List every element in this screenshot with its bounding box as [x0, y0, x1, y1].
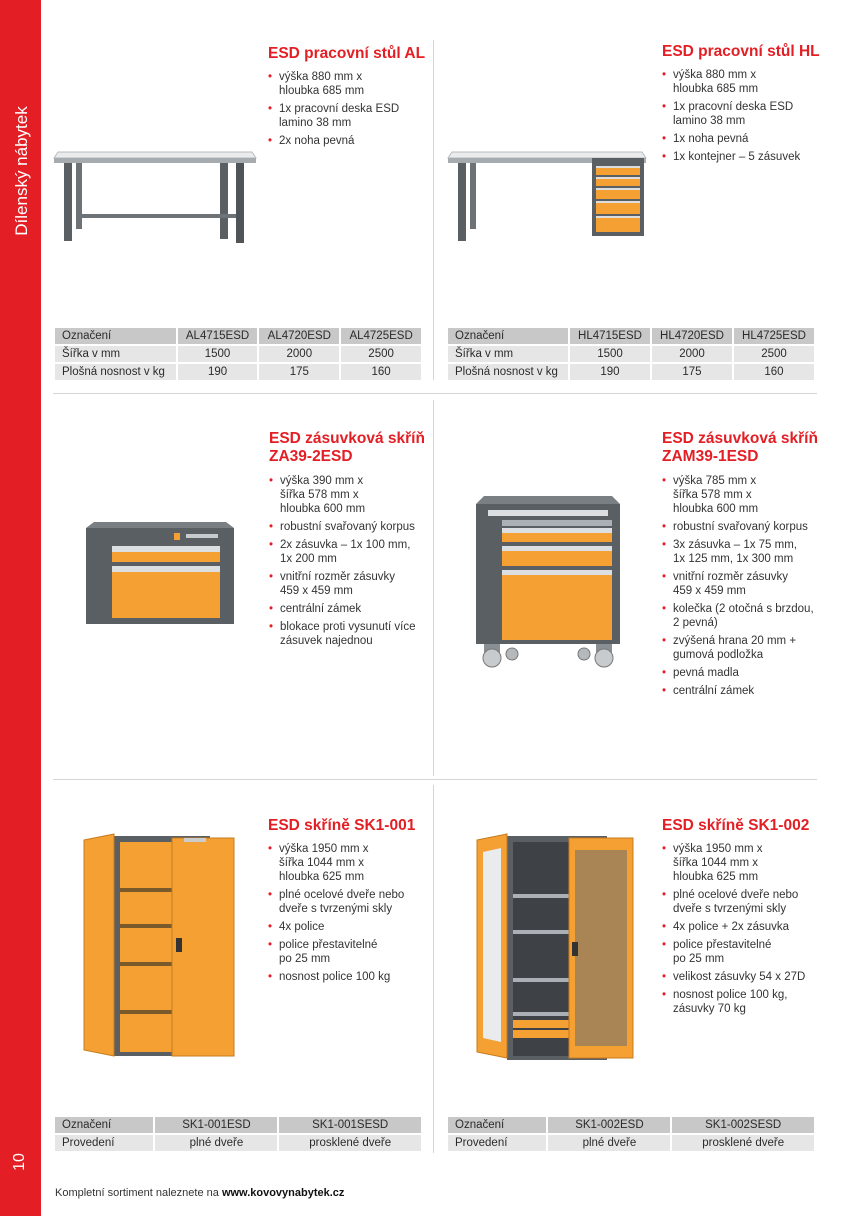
- list-item: • 1x kontejner – 5 zásuvek: [662, 150, 822, 164]
- list-item: • 4x police: [268, 920, 428, 934]
- product-title: ESD skříně SK1-001: [268, 817, 416, 834]
- list-item: • blokace proti vysunutí více zásuvek najednou: [269, 620, 429, 648]
- cabinet-sk1-002-image: [477, 832, 637, 1064]
- list-item: • 1x pracovní deska ESD lamino 38 mm: [268, 102, 428, 130]
- list-item: • výška 1950 mm x šířka 1044 mm x hloubka 625 mm: [268, 842, 428, 884]
- spec-table: [53, 1115, 423, 1153]
- feature-list: [269, 474, 429, 652]
- list-item: • 1x pracovní deska ESD lamino 38 mm: [662, 100, 822, 128]
- list-item: • kolečka (2 otočná s brzdou, 2 pevná): [662, 602, 827, 630]
- spec-table: [446, 326, 816, 382]
- column-divider: [433, 400, 434, 776]
- list-item: • police přestavitelné po 25 mm: [268, 938, 428, 966]
- table-row: Provedení plné dveře prosklené dveře: [54, 1134, 422, 1152]
- list-item: • robustní svařovaný korpus: [269, 520, 429, 534]
- list-item: • nosnost police 100 kg: [268, 970, 428, 984]
- table-row: Označení SK1-001ESD SK1-001SESD: [54, 1116, 422, 1134]
- feature-list: [662, 842, 822, 1020]
- list-item: • zvýšená hrana 20 mm + gumová podložka: [662, 634, 827, 662]
- workbench-al-image: [52, 146, 262, 246]
- table-row: Plošná nosnost v kg 190 175 160: [447, 363, 815, 381]
- list-item: • výška 785 mm x šířka 578 mm x hloubka 600 mm: [662, 474, 827, 516]
- product-title: ESD pracovní stůl HL: [662, 43, 820, 60]
- sidebar-bar: [0, 0, 41, 1216]
- row-divider: [53, 393, 817, 394]
- list-item: • centrální zámek: [662, 684, 827, 698]
- list-item: • výška 1950 mm x šířka 1044 mm x hloubka 625 mm: [662, 842, 822, 884]
- footer: [55, 1187, 344, 1199]
- product-title: ESD pracovní stůl AL: [268, 45, 426, 62]
- list-item: • plné ocelové dveře nebo dveře s tvrzenými skly: [662, 888, 822, 916]
- list-item: • plné ocelové dveře nebo dveře s tvrzenými skly: [268, 888, 428, 916]
- footer-text: Kompletní sortiment naleznete na: [55, 1187, 222, 1199]
- cabinet-sk1-001-image: [84, 832, 240, 1060]
- list-item: • velikost zásuvky 54 x 27D: [662, 970, 822, 984]
- list-item: • 2x zásuvka – 1x 100 mm, 1x 200 mm: [269, 538, 429, 566]
- list-item: • 2x noha pevná: [268, 134, 428, 148]
- list-item: • vnitřní rozměr zásuvky 459 x 459 mm: [269, 570, 429, 598]
- table-row: Označení SK1-002ESD SK1-002SESD: [447, 1116, 815, 1134]
- table-row: Šířka v mm 1500 2000 2500: [447, 345, 815, 363]
- feature-list: [662, 68, 822, 168]
- list-item: • 4x police + 2x zásuvka: [662, 920, 822, 934]
- spec-table: [53, 326, 423, 382]
- list-item: • výška 390 mm x šířka 578 mm x hloubka 600 mm: [269, 474, 429, 516]
- list-item: • centrální zámek: [269, 602, 429, 616]
- list-item: • nosnost police 100 kg, zásuvky 70 kg: [662, 988, 822, 1016]
- feature-list: [662, 474, 827, 702]
- drawer-cabinet-za39-image: [86, 520, 236, 625]
- feature-list: [268, 842, 428, 988]
- footer-link[interactable]: www.kovovynabytek.cz: [221, 1187, 345, 1199]
- row-divider: [53, 779, 817, 780]
- table-row: Plošná nosnost v kg 190 175 160: [54, 363, 422, 381]
- list-item: • robustní svařovaný korpus: [662, 520, 827, 534]
- feature-list: [268, 70, 428, 152]
- list-item: • 1x noha pevná: [662, 132, 822, 146]
- section-title: Dílenský nábytek: [12, 106, 31, 236]
- product-title: ESD zásuvková skříň ZAM39-1ESD: [662, 430, 818, 465]
- table-row: Šířka v mm 1500 2000 2500: [54, 345, 422, 363]
- page-number: 10: [11, 1153, 28, 1171]
- list-item: • vnitřní rozměr zásuvky 459 x 459 mm: [662, 570, 827, 598]
- list-item: • výška 880 mm x hloubka 685 mm: [662, 68, 822, 96]
- product-title: ESD zásuvková skříň ZA39-2ESD: [269, 430, 425, 465]
- table-row: Označení AL4715ESD AL4720ESD AL4725ESD: [54, 327, 422, 345]
- list-item: • výška 880 mm x hloubka 685 mm: [268, 70, 428, 98]
- product-title: ESD skříně SK1-002: [662, 817, 810, 834]
- list-item: • 3x zásuvka – 1x 75 mm, 1x 125 mm, 1x 300 mm: [662, 538, 827, 566]
- list-item: • police přestavitelné po 25 mm: [662, 938, 822, 966]
- column-divider: [433, 40, 434, 380]
- list-item: • pevná madla: [662, 666, 827, 680]
- spec-table: [446, 1115, 816, 1153]
- drawer-cabinet-zam39-image: [474, 494, 624, 669]
- column-divider: [433, 785, 434, 1153]
- workbench-hl-image: [446, 146, 651, 246]
- table-row: Označení HL4715ESD HL4720ESD HL4725ESD: [447, 327, 815, 345]
- table-row: Provedení plné dveře prosklené dveře: [447, 1134, 815, 1152]
